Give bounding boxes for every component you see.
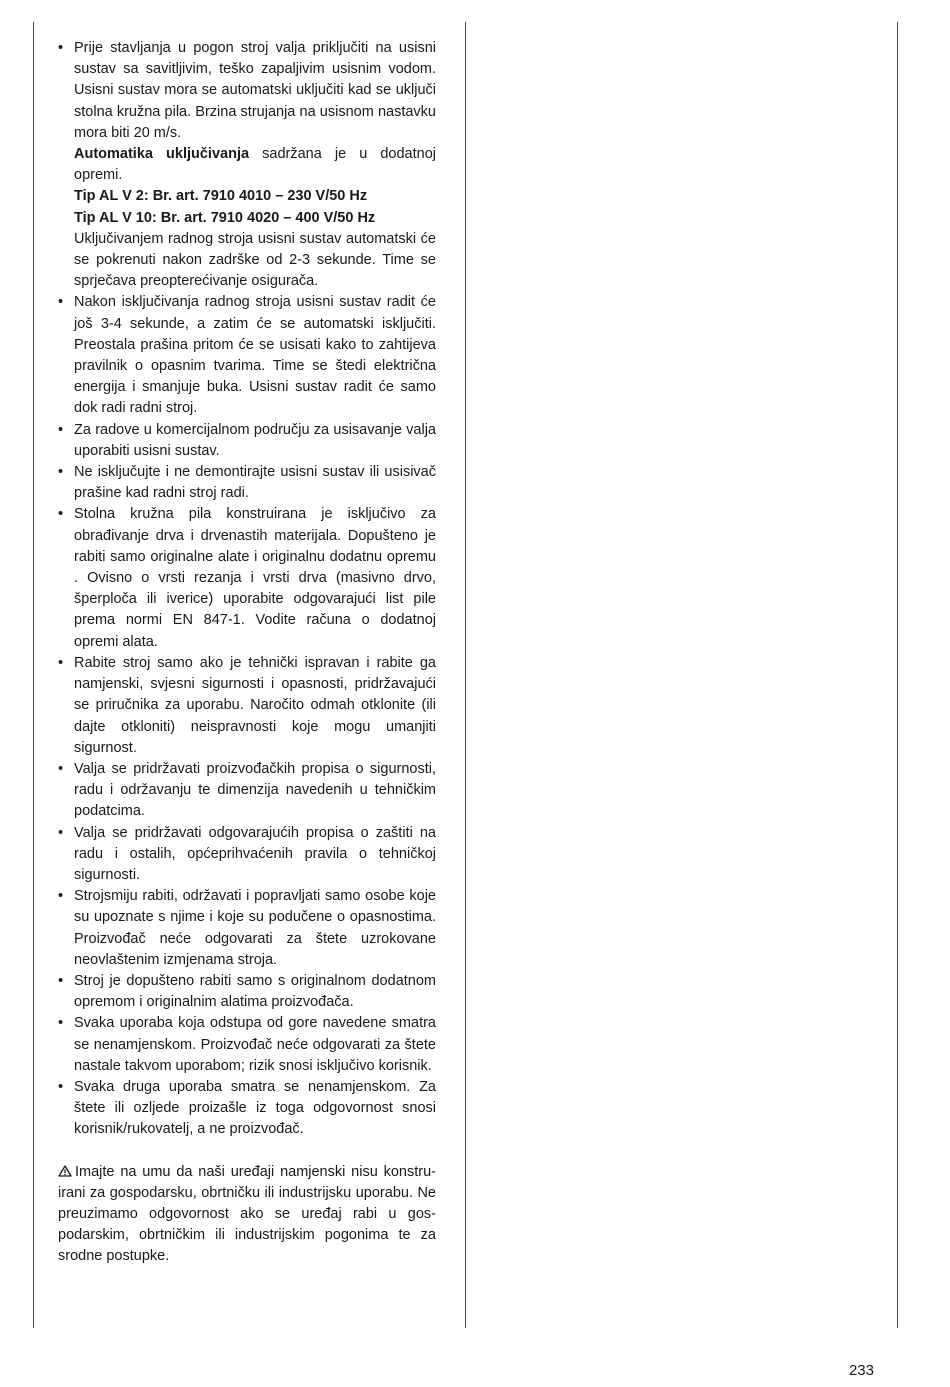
auto-switch-text: sadržana je u dodatnoj opremi. <box>74 146 436 184</box>
notice-text: Imajte na umu da naši uređaji namjenski nisu konstruirani za gospodarsku, obrtničku ili industrijsku uporabu. Ne preuzimamo odgovornost ako se uređaj rabi u gospodarskim, obrtničkim ili industrijskim pogonima te za srodne postupke. <box>58 1163 436 1265</box>
list-item: • Svaka uporaba koja odstupa od gore navedene smatra se nenamjenskom. Proizvođač neće odgovarati za štete nastale takvom uporabom; rizik snosi isključivo korisnik. <box>58 1013 436 1077</box>
column-divider-rule <box>465 22 466 1328</box>
list-item: • Ne isključujte i ne demontirajte usisni sustav ili usisivač prašine kad radni stroj radi. <box>58 462 436 504</box>
auto-switch-note <box>74 144 436 186</box>
left-text-column <box>58 38 436 1268</box>
type-al-v10-line: Tip AL V 10: Br. art. 7910 4020 – 400 V/50 Hz <box>74 209 376 226</box>
bullet-text: • Prije stavljanja u pogon stroj valja priključiti na usisni sustav sa savitljivim, teško zapaljivim usisnim vodom. Usisni sustav mora se automatski uključiti kad se uključi stolna kružna pila. Brzina strujanja na usisnom nastavku mora biti 20 m/s. <box>74 40 436 141</box>
list-item: • Strojsmiju rabiti, održavati i popravljati samo osobe koje su upoznate s njime i koje su podučene o opasnostima. Proizvođač neće odgovarati za štete uzrokovane neovlaštenim izmjenama stroja. <box>58 886 436 971</box>
list-item: • Stroj je dopušteno rabiti samo s originalnom dodatnom opremom i originalnim alatima proizvođača. <box>58 971 436 1013</box>
type-al-v2-line: Tip AL V 2: Br. art. 7910 4010 – 230 V/50 Hz <box>74 188 368 205</box>
safety-bullet-list <box>58 38 436 1141</box>
list-item: • Svaka druga uporaba smatra se nenamjenskom. Za štete ili ozljede proizašle iz toga odgovornost snosi korisnik/rukovatelj, a ne proizvođač. <box>58 1077 436 1141</box>
list-item: • Stolna kružna pila konstruirana je isključivo za obrađivanje drva i drvenastih materijala. Dopušteno je rabiti samo originalne alate i originalnu dodatnu opremu . Ovisno o vrsti rezanja i vrsti drva (masivno drvo, šperploča ili iverice) uporabite odgovarajući list pile prema normi EN 847-1. Vodite računa o dodatnoj opremi alata. <box>58 504 436 652</box>
auto-switch-heading: Automatika uključivanja <box>74 146 250 163</box>
usage-notice <box>58 1162 436 1268</box>
bullet-text: Uključivanjem radnog stroja usisni sustav automatski će se pokrenuti nakon zadrške od 2-3 sekunde. Time se sprječava preopterećivanje osigurača. <box>74 230 436 290</box>
list-item: • Valja se pridržavati proizvođačkih propisa o sigurnosti, radu i održavanju te dimenzija navedenih u tehničkim podatcima. <box>58 759 436 823</box>
page-number: 233 <box>848 1362 874 1379</box>
left-margin-rule <box>33 22 34 1328</box>
warning-triangle-icon <box>58 1165 72 1177</box>
list-item: • Rabite stroj samo ako je tehnički ispravan i rabite ga namjenski, svjesni sigurnosti i opasnosti, pridržavajući se priručnika za uporabu. Naročito odmah otklonite (ili dajte otkloniti) neispravnosti koje mogu umanjiti sigurnost. <box>58 653 436 759</box>
list-item: • Valja se pridržavati odgovarajućih propisa o zaštiti na radu i ostalih, općeprihvaćenih pravila o tehničkoj sigurnosti. <box>58 823 436 887</box>
right-margin-rule <box>897 22 898 1328</box>
list-item: • Nakon isključivanja radnog stroja usisni sustav radit će još 3-4 sekunde, a zatim će se automatski isključiti. Preostala prašina pritom će se usisati kako to zahtijeva pravilnik o opasnim tvarima. Time se štedi električna energija i smanjuje buka. Usisni sustav radit će samo dok radi radni stroj. <box>58 292 436 419</box>
list-item: • Za radove u komercijalnom području za usisavanje valja uporabiti usisni sustav. <box>58 420 436 462</box>
list-item <box>58 38 436 292</box>
